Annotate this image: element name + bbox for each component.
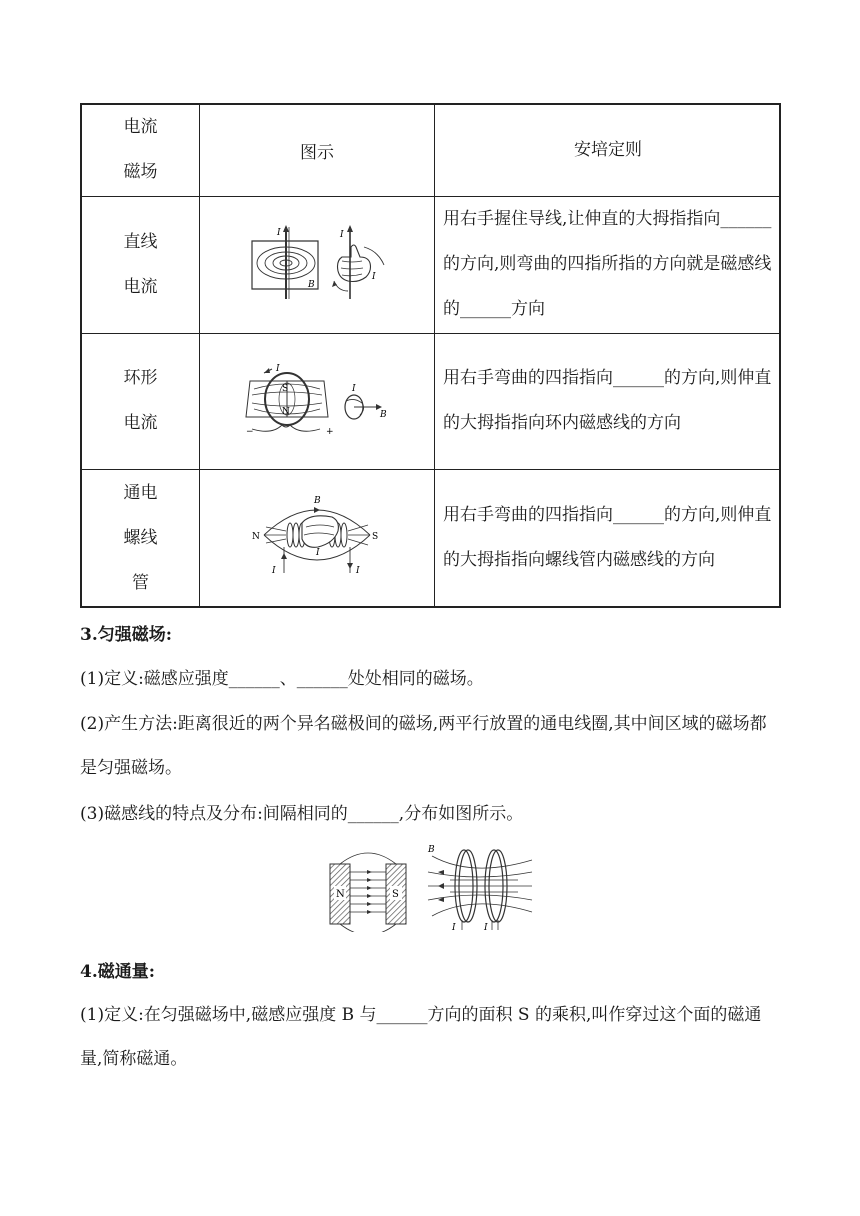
diagram-loop-current <box>200 333 435 470</box>
label-hand-field: B <box>380 410 387 421</box>
row-name-line1: 环形 <box>123 368 158 389</box>
label-south: S <box>282 384 289 395</box>
table-row <box>81 196 780 333</box>
straight-current-figure <box>242 223 392 303</box>
label-current-2: I <box>372 271 376 282</box>
label-solenoid-field: B <box>314 496 321 507</box>
loop-current-figure <box>242 359 392 439</box>
label-loop-current: I <box>276 364 280 375</box>
section-3-title: 3.匀强磁场: <box>80 625 173 645</box>
label-solenoid-current-in: I <box>272 566 276 577</box>
row-name-line3: 管 <box>132 572 149 593</box>
row-name-line1: 通电 <box>123 482 158 503</box>
table-row <box>81 470 780 607</box>
rule-straight-current: 用右手握住导线,让伸直的大拇指指向______的方向,则弯曲的四指所指的方向就是磁感线的______方向 <box>435 196 781 333</box>
header-field-type <box>81 104 200 196</box>
header-field-type-line2: 磁场 <box>123 162 158 183</box>
rule-solenoid: 用右手弯曲的四指指向______的方向,则伸直的大拇指指向螺线管内磁感线的方向 <box>435 470 781 607</box>
uniform-field-svg <box>328 842 534 932</box>
label-north: N <box>282 407 290 418</box>
label-solenoid-current-out: I <box>356 566 360 577</box>
header-diagram: 图示 <box>200 104 435 196</box>
label-field: B <box>308 279 315 290</box>
row-name-line2: 螺线 <box>123 527 158 548</box>
table-row <box>81 333 780 470</box>
diagram-straight-current <box>200 196 435 333</box>
label-solenoid-south: S <box>372 532 379 543</box>
section-4-title: 4.磁通量: <box>80 962 156 982</box>
row-name-loop <box>81 333 200 470</box>
diagram-solenoid <box>200 470 435 607</box>
label-minus: − <box>246 427 254 438</box>
section-3-generation: (2)产生方法:距离很近的两个异名磁极间的磁场,两平行放置的通电线圈,其中间区域的磁场都是匀强磁场。 <box>80 714 767 778</box>
label-solenoid-north: N <box>252 532 260 543</box>
row-name-solenoid <box>81 470 200 607</box>
label-current-hand: I <box>340 229 344 240</box>
header-rule: 安培定则 <box>435 104 781 196</box>
label-hand-current: I <box>352 384 356 395</box>
row-name-line2: 电流 <box>123 413 158 434</box>
label-plus: + <box>326 427 334 438</box>
uniform-field-figure <box>328 842 534 936</box>
rule-loop-current: 用右手弯曲的四指指向______的方向,则伸直的大拇指指向环内磁感线的方向 <box>435 333 781 470</box>
table-header-row <box>81 104 780 196</box>
section-4-definition: (1)定义:在匀强磁场中,磁感应强度 B 与______方向的面积 S 的乘积,叫作穿过这个面的磁通量,简称磁通。 <box>80 1005 762 1069</box>
section-3-distribution: (3)磁感线的特点及分布:间隔相同的______,分布如图所示。 <box>80 804 524 824</box>
header-field-type-line1: 电流 <box>123 117 158 138</box>
section-3-definition: (1)定义:磁感应强度______、______处处相同的磁场。 <box>80 669 484 689</box>
coil-current-label-2: I <box>484 923 488 932</box>
magnet-south-label: S <box>392 889 399 900</box>
row-name-line1: 直线 <box>123 231 158 252</box>
row-name-straight <box>81 196 200 333</box>
label-solenoid-current: I <box>316 548 320 559</box>
solenoid-figure <box>242 493 392 579</box>
row-name-line2: 电流 <box>123 276 158 297</box>
coil-field-label: B <box>428 845 435 855</box>
magnet-north-label: N <box>336 889 345 900</box>
ampere-rule-table <box>80 103 781 608</box>
label-current: I <box>277 227 281 238</box>
coil-current-label-1: I <box>452 923 456 932</box>
